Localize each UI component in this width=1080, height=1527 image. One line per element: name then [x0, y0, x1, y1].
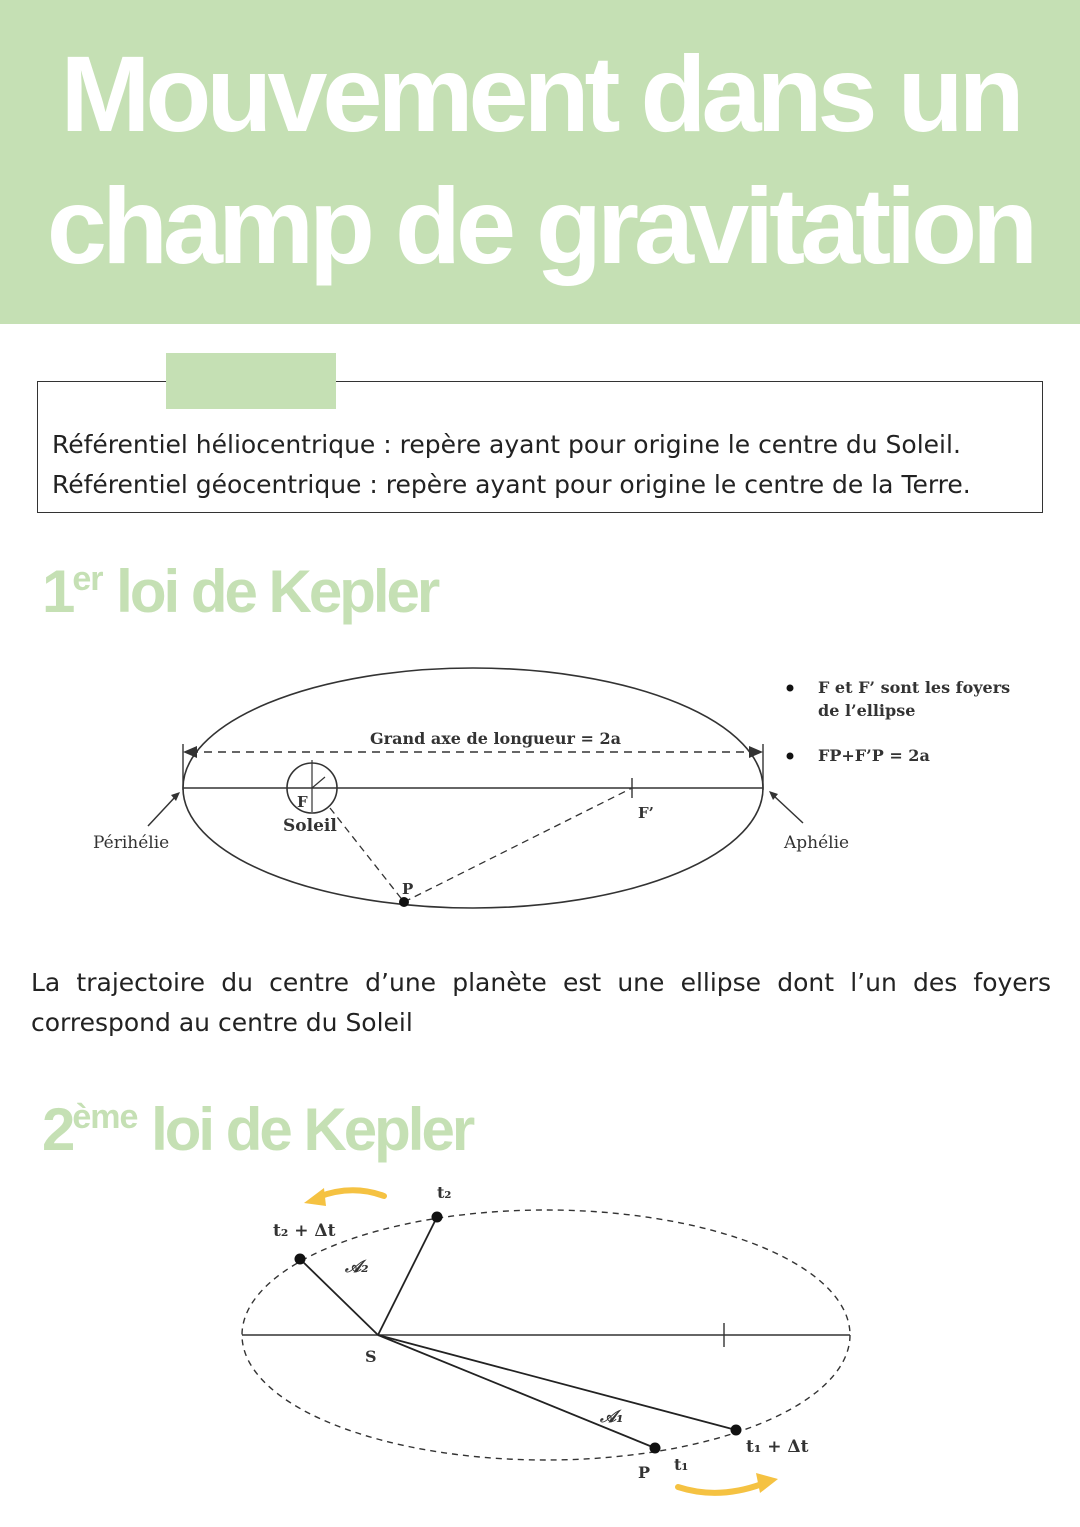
kepler2-heading-num: 2 [42, 1096, 73, 1163]
position-p [650, 1443, 661, 1454]
t2-dt-label: t₂ + Δt [273, 1221, 336, 1241]
major-axis-label: Grand axe de longueur = 2a [370, 729, 621, 748]
soleil-label: Soleil [283, 816, 337, 836]
t2-label: t₂ [437, 1183, 452, 1202]
kepler1-heading-text: loi de Kepler [102, 558, 438, 625]
planet-dot [399, 897, 409, 907]
f-prime-p-dashed-line [404, 788, 632, 902]
note2-line: FP+F’P = 2a [818, 746, 930, 765]
kepler1-diagram [0, 640, 1080, 930]
focus-f-label: F [297, 793, 308, 811]
note1-line-a: F et F’ sont les foyers [818, 678, 1011, 697]
position-t2-dt [295, 1254, 306, 1265]
page-title-line-1: Mouvement dans un [60, 33, 1020, 154]
aphelie-label: Aphélie [784, 833, 850, 853]
note-bullet-1 [787, 685, 794, 692]
t1-dt-label: t₁ + Δt [746, 1437, 809, 1457]
definitions-tab [166, 353, 336, 409]
p-label: P [638, 1463, 651, 1482]
planet-p-label: P [402, 880, 414, 898]
area-a1-label: 𝒜₁ [600, 1407, 624, 1427]
note1-line-b: de l’ellipse [818, 701, 916, 720]
kepler1-heading [42, 558, 438, 625]
t1-label: t₁ [674, 1455, 689, 1474]
kepler2-heading-text: loi de Kepler [137, 1096, 473, 1163]
motion-arrow-top-icon [318, 1190, 384, 1197]
page-title-line-2: champ de gravitation [46, 165, 1034, 286]
fp-dashed-line [330, 808, 404, 902]
motion-arrow-bottom-icon [678, 1484, 762, 1493]
perihelie-label: Périhélie [93, 833, 170, 853]
note-bullet-2 [787, 753, 794, 760]
kepler2-heading-sup: ème [72, 1098, 138, 1136]
kepler1-statement: La trajectoire du centre d’une planète est une ellipse dont l’un des foyers correspond au centre du Soleil [31, 968, 1051, 1037]
kepler2-heading [42, 1096, 473, 1163]
definition-heliocentric: Référentiel héliocentrique : repère ayant pour origine le centre du Soleil. [52, 430, 961, 459]
definition-geocentric: Référentiel géocentrique : repère ayant pour origine le centre de la Terre. [52, 470, 971, 499]
position-t1-dt [731, 1425, 742, 1436]
kepler1-heading-num: 1 [42, 558, 73, 625]
area-a2-label: 𝒜₂ [345, 1257, 369, 1277]
position-t2 [432, 1212, 443, 1223]
sun-s-label: S [365, 1347, 377, 1366]
kepler1-heading-sup: er [72, 560, 103, 598]
kepler2-diagram [0, 1170, 1080, 1520]
focus-f-prime-label: F’ [638, 804, 654, 822]
